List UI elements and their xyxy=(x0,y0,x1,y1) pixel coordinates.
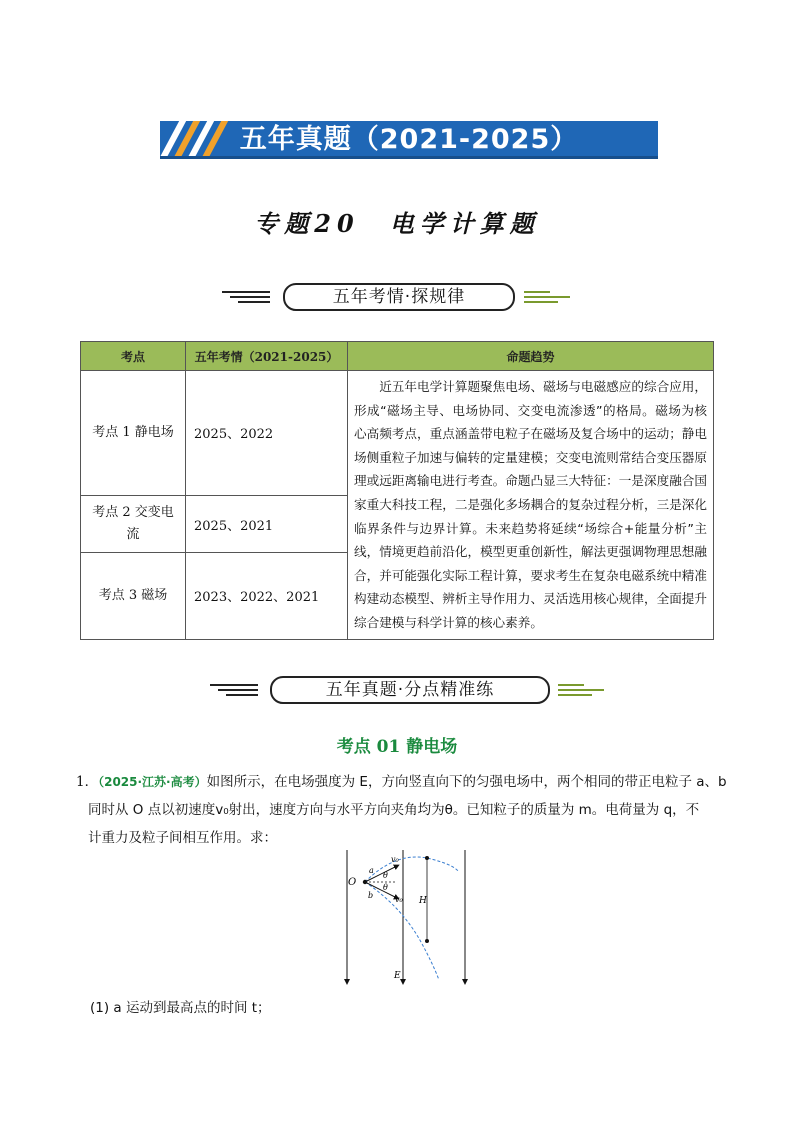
label-H: H xyxy=(419,896,427,906)
topic-cell xyxy=(81,495,186,553)
topic-cell xyxy=(81,371,186,496)
label-theta-1: θ xyxy=(383,871,388,880)
electric-field-diagram xyxy=(335,846,475,986)
banner-underline xyxy=(160,156,658,159)
origin-point xyxy=(363,880,367,884)
decor-line xyxy=(230,296,270,298)
question-source: （2025·江苏·高考） xyxy=(98,775,207,789)
table-row xyxy=(81,371,714,496)
decor-line xyxy=(222,291,270,293)
decor-line xyxy=(218,689,258,691)
table-header: 五年考情（2021-2025） xyxy=(186,342,348,371)
topic-text: 考点 1 静电场 xyxy=(92,424,174,440)
label-v0-bottom: v₀ xyxy=(395,895,403,904)
question-text: 同时从 O 点以初速度v₀射出，速度方向与水平方向夹角均为θ。已知粒子的质量为 m。电荷量为 q，不 xyxy=(88,802,700,818)
sub-question-1: (1) a 运动到最高点的时间 t； xyxy=(90,1000,271,1016)
decor-line xyxy=(524,296,570,298)
label-O: O xyxy=(348,877,357,888)
decor-line xyxy=(238,301,270,303)
question-text: 计重力及粒子间相互作用。求： xyxy=(88,830,277,846)
decor-line xyxy=(558,694,592,696)
question-text: 如图所示，在电场强度为 E，方向竖直向下的匀强电场中，两个相同的带正电粒子 a、b xyxy=(206,774,727,790)
question-line xyxy=(76,768,727,796)
label-E: E xyxy=(394,971,401,981)
decor-line xyxy=(524,291,550,293)
question-1 xyxy=(76,768,727,852)
decor-line xyxy=(210,684,258,686)
topic-text: 考点 2 交变电流 xyxy=(92,505,174,542)
label-v0-top: v₀ xyxy=(391,855,399,864)
trend-cell: 近五年电学计算题聚焦电场、磁场与电磁感应的综合应用，形成“磁场主导、电场协同、交变电流渗透”的格局。磁场为核心高频考点，重点涵盖带电粒子在磁场及复合场中的运动；静电场侧重粒子加速与偏转的定量建模；交变电流则常结合变压器原理或远距离输电进行考查。命题凸显三大特征：一是深度融合国家重大科技工程，二是强化多场耦合的复杂过程分析，三是深化临界条件与边界计算。未来趋势将延续“场综合+能量分析”主线，情境更趋前沿化，模型更重创新性，解法更强调物理思想融合，并可能强化实际工程计算，要求考生在复杂电磁系统中精准构建动态模型、辨析主导作用力、灵活选用核心规律，全面提升综合建模与科学计算的核心素养。 xyxy=(348,371,714,640)
years-cell: 2023、2022、2021 xyxy=(186,553,348,639)
section-header-trends xyxy=(0,283,794,313)
section-header-practice xyxy=(0,676,794,706)
topic-text: 考点 3 磁场 xyxy=(98,587,168,603)
label-a: a xyxy=(369,866,374,875)
table-header: 命题趋势 xyxy=(348,342,714,371)
table-header: 考点 xyxy=(81,342,186,371)
table-header-row xyxy=(81,342,714,371)
question-number: 1． xyxy=(76,774,99,790)
topic-cell xyxy=(81,553,186,639)
banner-title: 五年真题（2021-2025） xyxy=(239,124,579,155)
trajectory-a xyxy=(365,857,459,882)
decor-line xyxy=(558,684,584,686)
decor-line xyxy=(524,301,558,303)
years-cell: 2025、2022 xyxy=(186,371,348,496)
pill-label: 五年真题·分点精准练 xyxy=(270,676,550,704)
section-title: 考点 01 静电场 xyxy=(336,737,458,757)
decor-line xyxy=(558,689,604,691)
topic-title: 专题20 电学计算题 xyxy=(254,209,540,238)
decor-line xyxy=(226,694,258,696)
exam-trend-table xyxy=(80,341,714,640)
pill-label: 五年考情·探规律 xyxy=(283,283,515,311)
years-cell: 2025、2021 xyxy=(186,495,348,553)
label-b: b xyxy=(368,891,374,900)
title-banner xyxy=(160,121,658,159)
label-theta-2: θ xyxy=(383,883,388,892)
